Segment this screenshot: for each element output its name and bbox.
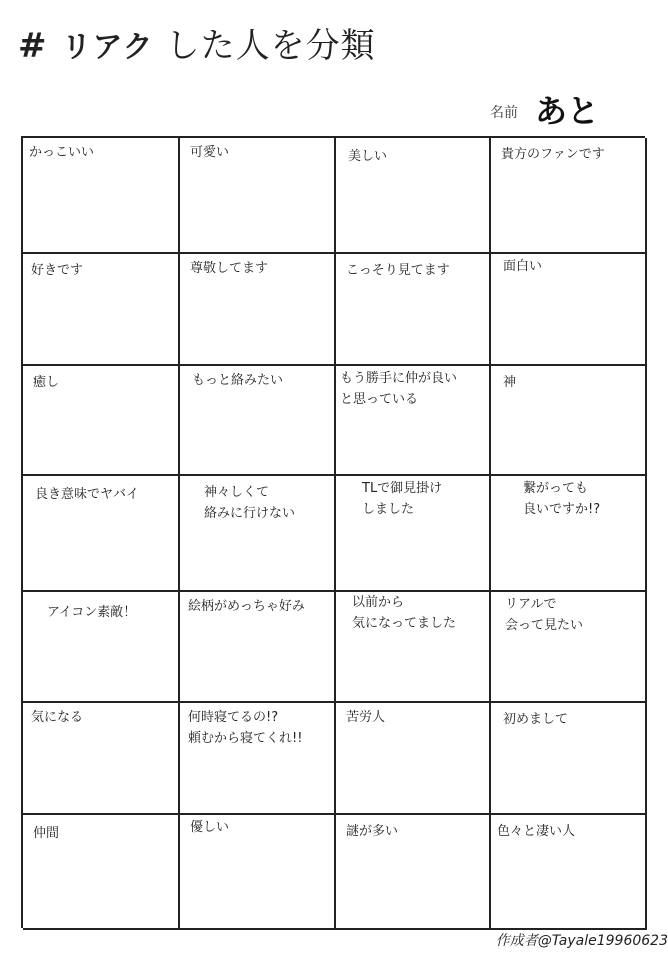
grid-cell: 絵柄がめっちゃ好み: [180, 592, 336, 703]
name-label: 名前: [490, 105, 518, 121]
grid-cell: 以前から 気になってました: [336, 592, 491, 703]
grid-cell: TLで御見掛け しました: [336, 476, 491, 592]
grid-cell: 繋がっても 良いですか!?: [491, 476, 647, 592]
grid-cell: 可愛い: [180, 138, 336, 254]
title-riaku: リアク: [61, 30, 154, 65]
grid-cell: 尊敬してます: [180, 254, 336, 366]
grid-cell: 謎が多い: [336, 815, 491, 930]
grid-cell: アイコン素敵！: [23, 592, 180, 703]
hash-symbol: #: [18, 26, 48, 66]
grid-cell: 初めまして: [491, 703, 647, 815]
grid-cell: リアルで 会って見たい: [491, 592, 647, 703]
grid-cell: 何時寝てるの!? 頼むから寝てくれ!!: [180, 703, 336, 815]
grid-cell: 癒し: [23, 366, 180, 476]
grid-cell: かっこいい: [23, 138, 180, 254]
page-title: [18, 18, 376, 67]
grid-cell: 貴方のファンです: [491, 138, 647, 254]
grid-cell: 気になる: [23, 703, 180, 815]
grid-cell: もっと絡みたい: [180, 366, 336, 476]
grid-cell: 美しい: [336, 138, 491, 254]
author-credit: 作成者@Tayale19960623: [495, 933, 668, 949]
grid-cell: 面白い: [491, 254, 647, 366]
grid-cell: 苦労人: [336, 703, 491, 815]
title-text: した人を分類: [165, 26, 376, 66]
grid-cell: 優しい: [180, 815, 336, 930]
grid-cell: 色々と凄い人: [491, 815, 647, 930]
name-value: あと: [535, 92, 600, 130]
grid-cell: 神々しくて 絡みに行けない: [180, 476, 336, 592]
grid-cell: 神: [491, 366, 647, 476]
grid-cell: 好きです: [23, 254, 180, 366]
grid-cell: もう勝手に仲が良い と思っている: [336, 366, 491, 476]
grid-cell: 仲間: [23, 815, 180, 930]
grid-cell: 良き意味でヤバイ: [23, 476, 180, 592]
grid-cell: こっそり見てます: [336, 254, 491, 366]
classification-grid: [21, 136, 645, 928]
